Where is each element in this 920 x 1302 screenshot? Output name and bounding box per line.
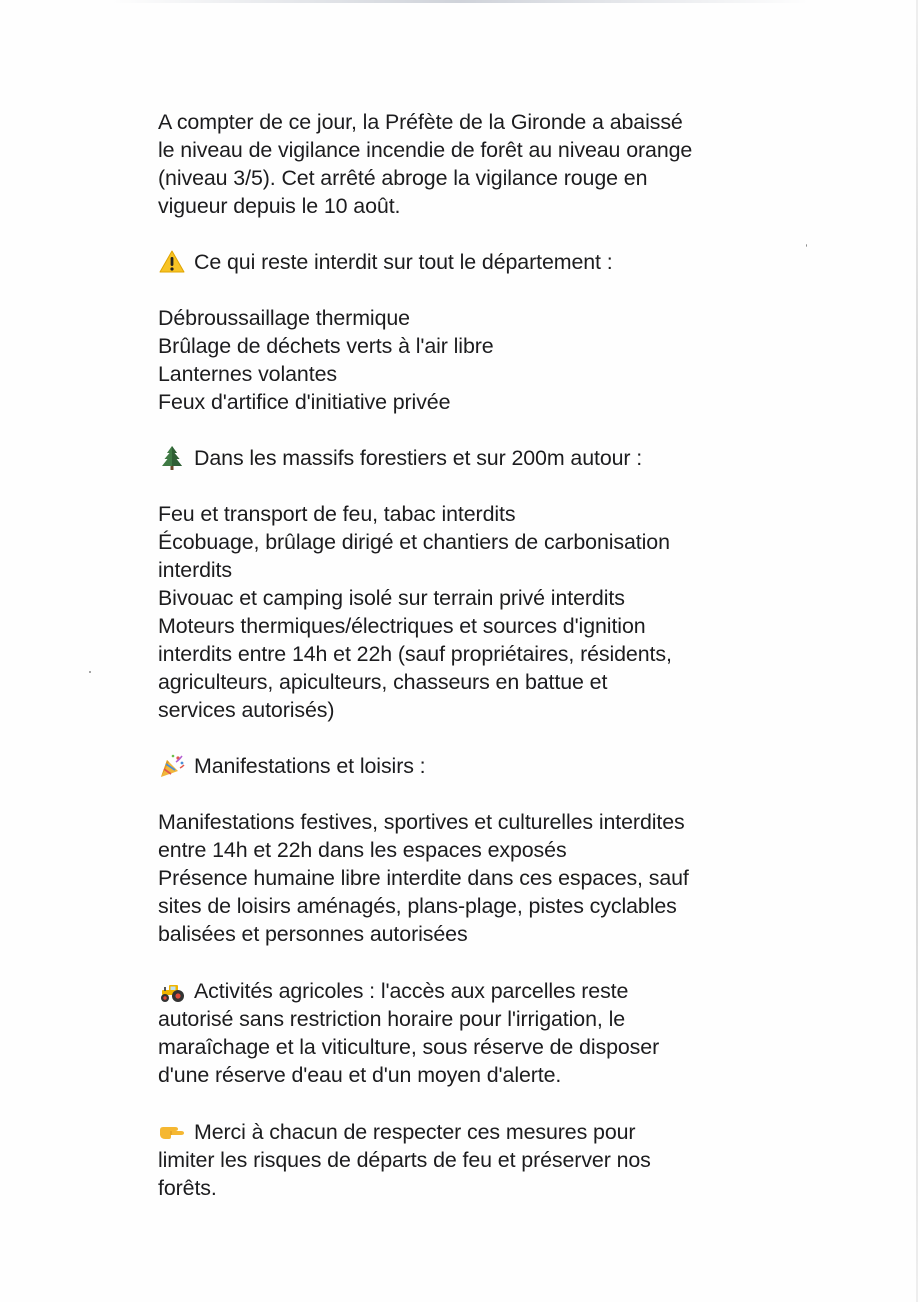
prohibited-heading [158,248,768,276]
forest-line: interdits entre 14h et 22h (sauf propriétaires, résidents, [158,642,672,666]
events-line: Manifestations festives, sportives et culturelles interdites [158,810,685,834]
list-item: Brûlage de déchets verts à l'air libre [158,334,494,358]
forest-line: Moteurs thermiques/électriques et sources d'ignition [158,614,646,638]
forest-heading-text: Dans les massifs forestiers et sur 200m autour : [194,446,643,470]
forest-line: interdits [158,558,232,582]
list-item: Débroussaillage thermique [158,306,410,330]
scan-edge-top [110,0,810,3]
scan-speck [806,244,807,247]
prohibited-list [158,304,768,416]
forest-line: Écobuage, brûlage dirigé et chantiers de carbonisation [158,530,670,554]
agri-paragraph [158,976,768,1089]
events-heading [158,752,768,780]
closing-line: forêts. [158,1176,217,1200]
events-paragraph [158,808,768,948]
agri-first-line [158,976,768,1005]
closing-paragraph [158,1117,768,1202]
closing-line: limiter les risques de départs de feu et préserver nos [158,1148,651,1172]
intro-line: A compter de ce jour, la Préfète de la Gironde a abaissé [158,110,683,134]
scan-edge-right [916,0,918,1302]
forest-paragraph [158,500,768,724]
events-line: entre 14h et 22h dans les espaces exposés [158,838,567,862]
events-line: balisées et personnes autorisées [158,922,468,946]
tractor-icon [158,976,186,1004]
forest-line: agriculteurs, apiculteurs, chasseurs en battue et [158,670,608,694]
events-heading-text: Manifestations et loisirs : [194,754,426,778]
forest-line: Feu et transport de feu, tabac interdits [158,502,516,526]
agri-line: Activités agricoles : l'accès aux parcelles reste [194,979,629,1003]
intro-line: (niveau 3/5). Cet arrêté abroge la vigilance rouge en [158,166,648,190]
scan-speck [89,671,91,673]
events-line: Présence humaine libre interdite dans ces espaces, sauf [158,866,689,890]
agri-line: autorisé sans restriction horaire pour l'irrigation, le [158,1007,626,1031]
events-line: sites de loisirs aménagés, plans-plage, pistes cyclables [158,894,677,918]
forest-line: Bivouac et camping isolé sur terrain privé interdits [158,586,625,610]
party-popper-icon [158,752,186,780]
prohibited-heading-text: Ce qui reste interdit sur tout le département : [194,250,613,274]
agri-line: d'une réserve d'eau et d'un moyen d'alerte. [158,1063,562,1087]
closing-line: Merci à chacun de respecter ces mesures pour [194,1120,636,1144]
forest-line: services autorisés) [158,698,335,722]
intro-line: vigueur depuis le 10 août. [158,194,401,218]
warning-icon [158,248,186,276]
intro-paragraph [158,108,768,220]
announcement-text [158,108,768,1202]
agri-line: maraîchage et la viticulture, sous réserve de disposer [158,1035,660,1059]
closing-first-line [158,1117,768,1146]
intro-line: le niveau de vigilance incendie de forêt au niveau orange [158,138,693,162]
evergreen-tree-icon [158,444,186,472]
list-item: Feux d'artifice d'initiative privée [158,390,451,414]
forest-heading [158,444,768,472]
list-item: Lanternes volantes [158,362,337,386]
pointing-hand-icon [158,1117,186,1145]
